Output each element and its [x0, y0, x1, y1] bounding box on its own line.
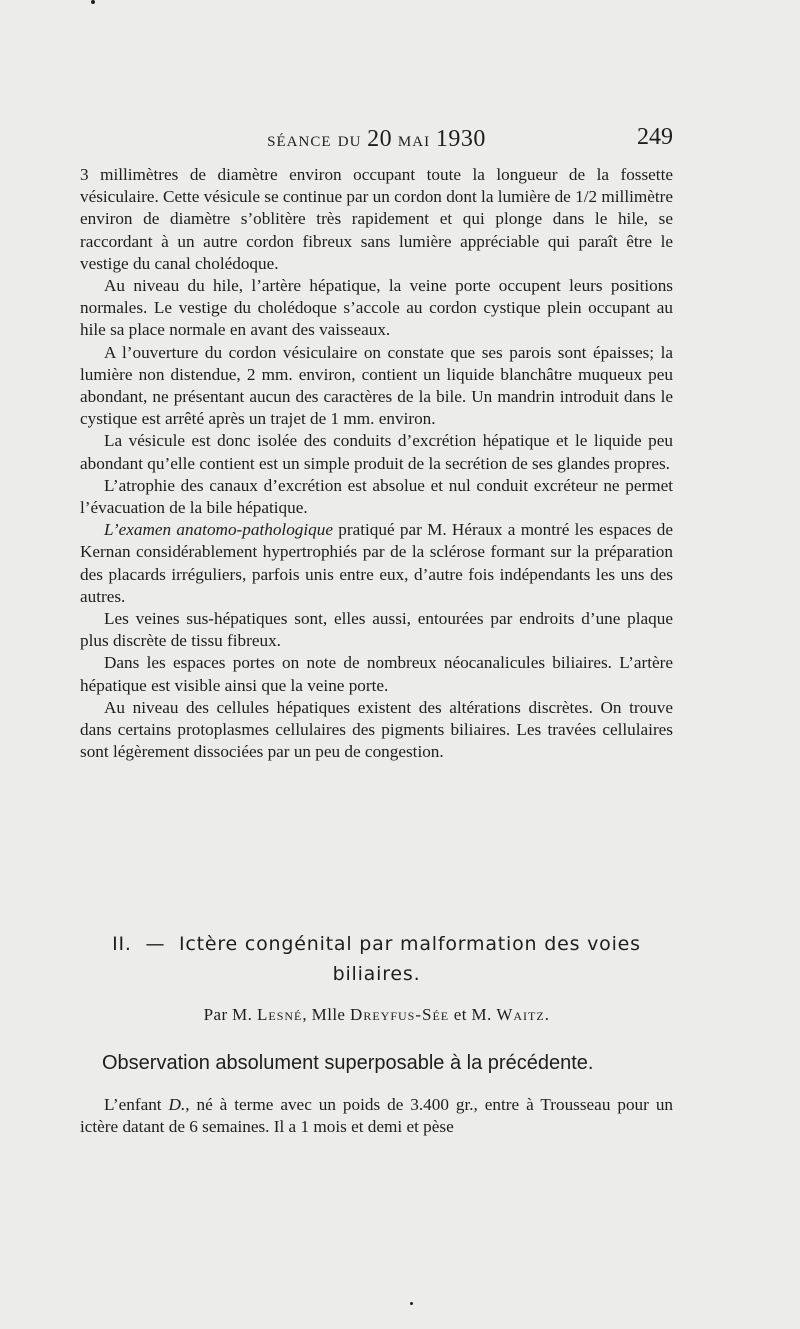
header-day: 20	[367, 126, 393, 152]
body-text	[80, 164, 673, 763]
paragraph: Les veines sus-hépatiques sont, elles aussi, entourées par endroits d’une plaque plus discrète de tissu fibreux.	[80, 609, 673, 651]
author-name: Waitz	[496, 1005, 545, 1024]
author-name: Dreyfus-Sée	[350, 1005, 450, 1024]
header-seance: séance du	[267, 127, 362, 151]
paragraph: La vésicule est donc isolée des conduits d’excrétion hépatique et le liquide peu abondant qu’elle contient est un simple produit de la secrétion de ses glandes propres.	[80, 431, 673, 473]
italic-lead: L’examen anatomo-pathologique	[104, 520, 333, 540]
section-heading-line1	[80, 929, 673, 959]
author-name: Lesné	[256, 1005, 303, 1024]
section-number: II.	[112, 933, 132, 955]
paragraph: Au niveau des cellules hépatiques existent des altérations discrètes. On trouve dans certains protoplasmes cellulaires des pigments biliaires. Les travées cellulaires sont légèrement dissociées par un peu de congestion.	[80, 697, 673, 762]
paragraph: L’enfant D., né à terme avec un poids de 3.400 gr., entre à Trousseau pour un ictère datant de 6 semaines. Il a 1 mois et demi et pèse	[80, 1095, 674, 1137]
header-month: mai	[397, 127, 431, 151]
section-dash: —	[145, 933, 166, 955]
header-title	[80, 126, 673, 153]
section-title-line2: biliaires.	[332, 963, 421, 985]
section-heading	[80, 929, 673, 989]
paragraph: L’examen anatomo-pathologique pratiqué par M. Héraux a montré les espaces de Kernan considérablement hypertrophiés par de la sclérose formant sur la préparation des placards irréguliers, parfois unis entre eux, d’autre fois indépendants les uns des autres.	[80, 520, 673, 606]
running-header	[80, 124, 673, 154]
print-speck	[410, 1302, 413, 1305]
print-speck	[91, 0, 95, 4]
paragraph: 3 millimètres de diamètre environ occupant toute la longueur de la fossette vésiculaire. Cette vésicule se continue par un cordon dont la lumière de 1/2 millimètre environ de diamètre s’oblitère très rapidement et qui plonge dans le hile, se raccordant à un autre cordon fibreux sans lumière appréciable qui paraît être le vestige du canal cholédoque.	[80, 165, 673, 273]
final-paragraph-block	[80, 1094, 673, 1138]
patient-initial: D.	[168, 1095, 186, 1114]
page-number: 249	[637, 124, 673, 150]
observation-heading: Observation absolument superposable à la précédente.	[102, 1052, 594, 1074]
header-year: 1930	[435, 126, 486, 152]
paragraph: Dans les espaces portes on note de nombreux néocanalicules biliaires. L’artère hépatique est visible ainsi que la veine porte.	[80, 653, 673, 695]
paragraph: L’atrophie des canaux d’excrétion est absolue et nul conduit excréteur ne permet l’évacuation de la bile hépatique.	[80, 475, 673, 518]
authors-line: Par M. Lesné, Mlle Dreyfus-Sée et M. Waitz.	[203, 1005, 550, 1024]
paragraph: Au niveau du hile, l’artère hépatique, la veine porte occupent leurs positions normales. Le vestige du cholédoque s’accole au cordon cystique plein occupant au hile sa place normale en avant des vaisseaux.	[80, 276, 673, 340]
paragraph: A l’ouverture du cordon vésiculaire on constate que ses parois sont épaisses; la lumière non distendue, 2 mm. environ, contient un liquide blanchâtre muqueux peu abondant, ne présentant aucun des caractères de la bile. Un mandrin introduit dans le cystique est arrêté après un trajet de 1 mm. environ.	[80, 342, 673, 429]
section-title-line1: Ictère congénital par malformation des voies	[178, 933, 641, 955]
